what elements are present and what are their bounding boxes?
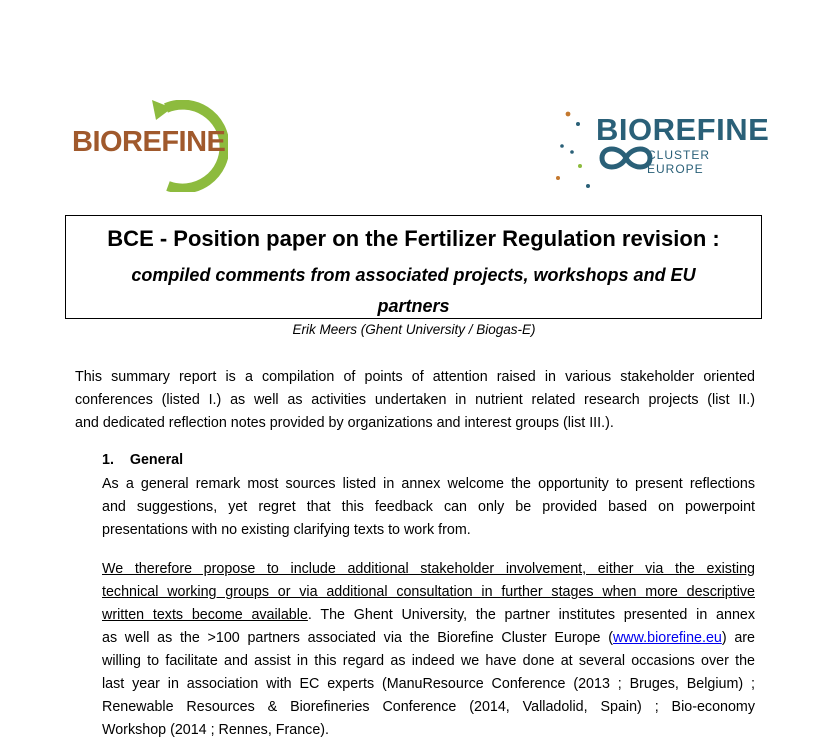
biorefine-cluster-logo — [550, 110, 770, 195]
underlined-line: We therefore propose to include additional stakeholder involvement, either via the existing — [102, 561, 755, 577]
paragraph-line: and suggestions, yet regret that this feedback can only be provided based on powerpoint — [102, 499, 755, 515]
paragraph-line: presentations with no existing clarifying texts to work from. — [102, 522, 471, 538]
paragraph-line: This summary report is a compilation of points of attention raised in various stakeholder oriented — [75, 369, 755, 385]
author-line: Erik Meers (Ghent University / Biogas-E) — [292, 322, 536, 337]
paragraph-line: and dedicated reflection notes provided by organizations and interest groups (list III.). — [75, 415, 614, 431]
paragraph-line: Renewable Resources & Biorefineries Conference (2014, Valladolid, Spain) ; Bio-economy — [102, 699, 755, 715]
subtitle-line-1: compiled comments from associated projects, workshops and EU — [131, 265, 696, 285]
paragraph-line — [102, 627, 755, 650]
logo-right-title: BIOREFINE — [596, 112, 770, 147]
underlined-line: technical working groups or via additional consultation in further stages when more descriptive — [102, 584, 755, 600]
document-title: BCE - Position paper on the Fertilizer Regulation revision : — [107, 226, 720, 251]
paragraph-line: As a general remark most sources listed in annex welcome the opportunity to present reflections — [102, 476, 755, 492]
general-paragraph — [102, 473, 755, 542]
paragraph-text: ) are — [721, 630, 755, 646]
subtitle-line-2: partners — [377, 296, 450, 316]
paragraph-line: conferences (listed I.) as well as activities undertaken in nutrient related research projects (list II.) — [75, 392, 755, 408]
underlined-text: written texts become available — [102, 607, 308, 623]
section-heading — [102, 452, 183, 468]
section-title: General — [129, 452, 184, 468]
paragraph-line: willing to facilitate and assist in this regard as indeed we have done at several occasions over the — [102, 653, 755, 669]
section-number: 1. — [102, 452, 114, 468]
proposal-paragraph — [102, 558, 755, 742]
logo-left-text: BIOREFINE — [72, 126, 226, 158]
paragraph-text: . The Ghent University, the partner institutes presented in annex — [307, 607, 755, 623]
biorefine-link[interactable]: www.biorefine.eu — [612, 630, 722, 646]
document-subtitle — [66, 260, 761, 322]
intro-paragraph — [75, 366, 755, 435]
paragraph-line — [102, 604, 755, 627]
paragraph-line: last year in association with EC experts (ManuResource Conference (2013 ; Bruges, Belgium) ; — [102, 676, 755, 692]
logo-right-subtitle: CLUSTER EUROPE — [647, 148, 711, 176]
title-box — [65, 215, 762, 319]
paragraph-text: as well as the >100 partners associated via the Biorefine Cluster Europe ( — [102, 630, 613, 646]
paragraph-line: Workshop (2014 ; Rennes, France). — [102, 722, 330, 738]
biorefine-logo-left — [68, 100, 228, 192]
